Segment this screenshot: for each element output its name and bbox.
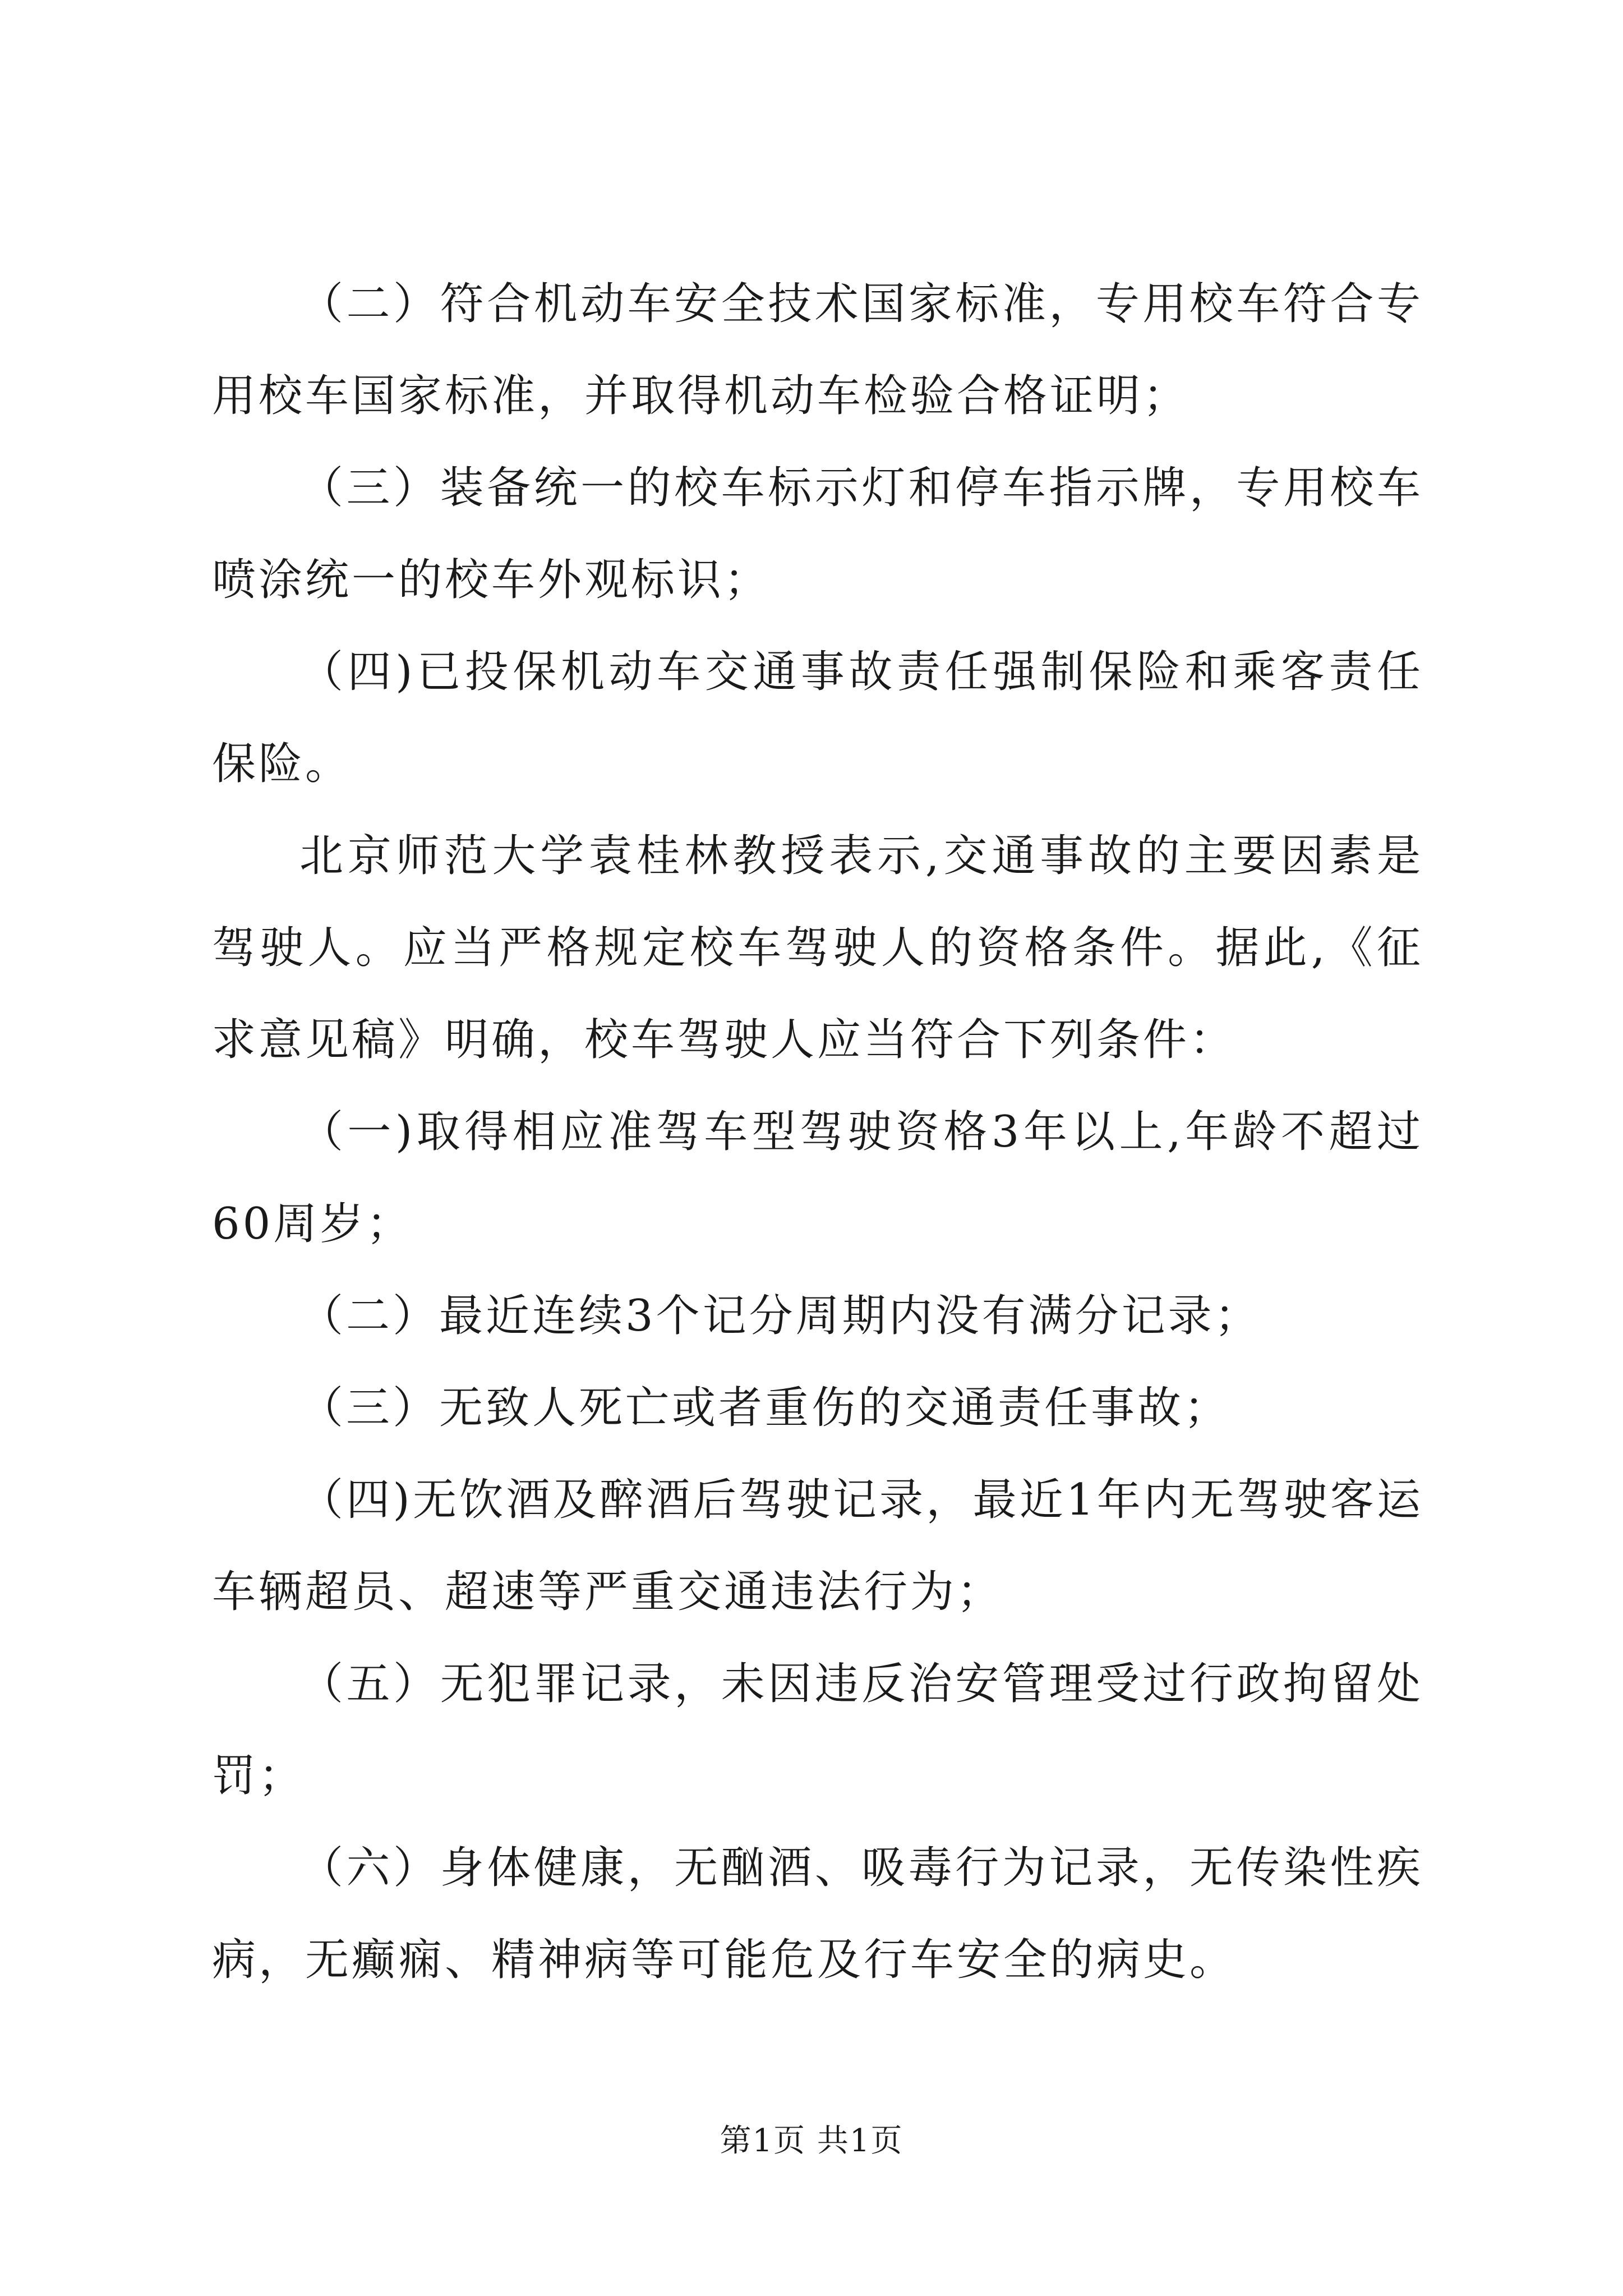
paragraph-expert-statement: 北京师范大学袁桂林教授表示,交通事故的主要因素是驾驶人。应当严格规定校车驾驶人的资格条件。据此,《征求意见稿》明确，校车驾驶人应当符合下列条件：	[212, 831, 1423, 1065]
paragraph-driver-experience: （一)取得相应准驾车型驾驶资格3年以上,年龄不超过60周岁；	[212, 1107, 1423, 1249]
paragraph-vehicle-insurance: （四)已投保机动车交通事故责任强制保险和乘客责任保险。	[212, 647, 1423, 789]
paragraph-vehicle-signage: （三）装备统一的校车标示灯和停车指示牌，专用校车喷涂统一的校车外观标识；	[212, 463, 1423, 605]
paragraph-driver-accidents: （三）无致人死亡或者重伤的交通责任事故；	[299, 1383, 1231, 1433]
paragraph-driver-health: （六）身体健康，无酗酒、吸毒行为记录，无传染性疾病，无癫痫、精神病等可能危及行车安全的病史。	[212, 1843, 1423, 1985]
paragraph-driver-points: （二）最近连续3个记分周期内没有满分记录；	[299, 1291, 1261, 1341]
paragraph-driver-violations: （四)无饮酒及醉酒后驾驶记录，最近1年内无驾驶客运车辆超员、超速等严重交通违法行为；	[212, 1475, 1423, 1617]
document-body	[212, 258, 1423, 2006]
paragraph-driver-criminal-record: （五）无犯罪记录，未因违反治安管理受过行政拘留处罚；	[212, 1659, 1423, 1801]
paragraph-vehicle-standards: （二）符合机动车安全技术国家标准，专用校车符合专用校车国家标准，并取得机动车检验合格证明；	[212, 279, 1423, 421]
page-number-footer: 第1页 共1页	[720, 2123, 903, 2159]
